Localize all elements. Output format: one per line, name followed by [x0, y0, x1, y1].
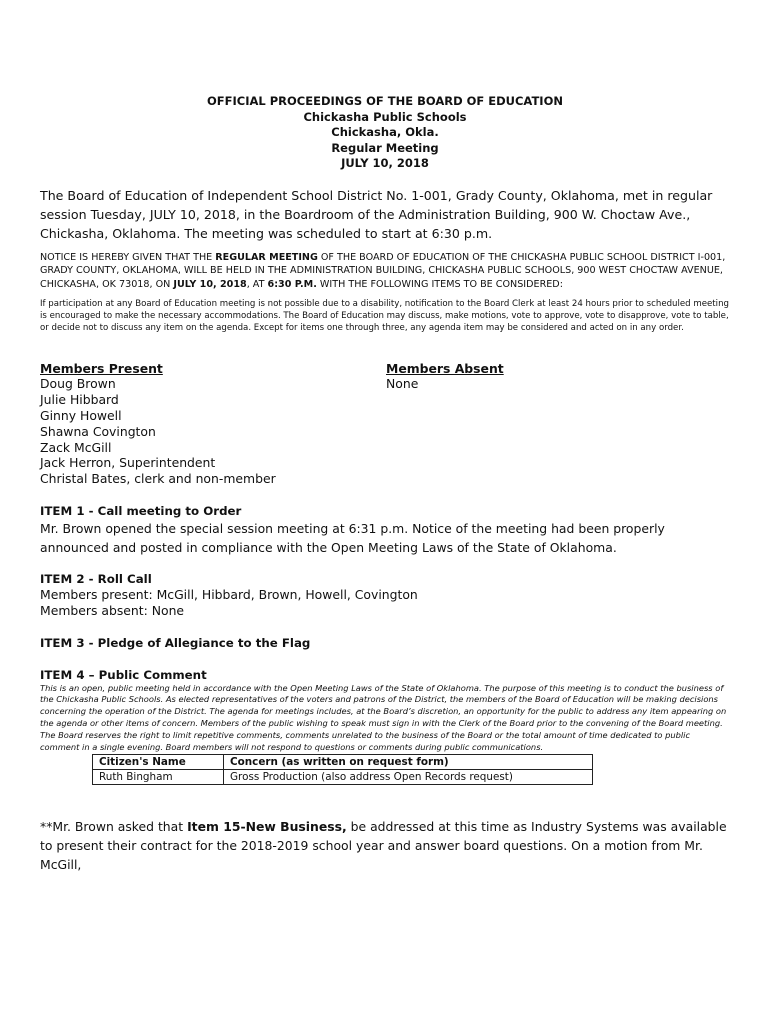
- closing-bold-item: Item 15-New Business,: [187, 819, 347, 835]
- item-1-body: Mr. Brown opened the special session meeting at 6:31 p.m. Notice of the meeting had been properly announced and posted in compliance with the Open Meeting Laws of the State of Oklahoma.: [40, 520, 665, 555]
- participation-paragraph: If participation at any Board of Education meeting is not possible due to a disability, notification to the Board Clerk at least 24 hours prior to scheduled meeting is encouraged to make the necessary accommodations. The Board of Education may discuss, make motions, vote to approve, vote to disapprove, vote to table, or decide not to discuss any item on the agenda. Except for items one through three, any agenda item may be considered and acted on in any order.: [40, 299, 729, 334]
- item-2-members-present: Members present: McGill, Hibbard, Brown, Howell, Covington: [40, 586, 418, 602]
- heading-meeting-type: Regular Meeting: [331, 140, 439, 155]
- members-present-title: Members Present: [40, 360, 163, 376]
- item-3-title: ITEM 3 - Pledge of Allegiance to the Flag: [40, 635, 311, 650]
- notice-text: , AT: [246, 278, 268, 290]
- document-page: [40, 94, 730, 874]
- member-name: Shawna Covington: [40, 423, 156, 439]
- member-name: Christal Bates, clerk and non-member: [40, 471, 276, 487]
- item-2-title: ITEM 2 - Roll Call: [40, 571, 152, 586]
- members-present-column: [40, 361, 386, 487]
- item-3: [40, 636, 730, 651]
- members-absent-column: [386, 361, 730, 487]
- intro-paragraph: The Board of Education of Independent School District No. 1-001, Grady County, Oklahoma, met in regular session Tuesday, JULY 10, 2018, in the Boardroom of the Administration Building, 900 W. Choctaw Ave., Chickasha, Oklahoma. The meeting was scheduled to start at 6:30 p.m.: [40, 187, 713, 241]
- member-name: None: [386, 376, 419, 392]
- citizen-name-cell: Ruth Bingham: [93, 770, 224, 785]
- notice-paragraph: [40, 251, 730, 292]
- member-name: Ginny Howell: [40, 408, 122, 423]
- item-4: [40, 668, 730, 785]
- item-2-members-absent: Members absent: None: [40, 602, 185, 618]
- notice-bold-time: 6:30 P.M.: [267, 278, 317, 290]
- closing-text: **Mr. Brown asked that: [40, 819, 188, 835]
- document-heading: [40, 94, 730, 172]
- member-name: Julie Hibbard: [40, 392, 119, 408]
- item-1-title: ITEM 1 - Call meeting to Order: [40, 503, 242, 518]
- notice-bold-meeting: REGULAR MEETING: [215, 251, 318, 263]
- column-header-citizen-name: Citizen's Name: [93, 755, 224, 770]
- closing-paragraph: [40, 817, 730, 874]
- table-header-row: [93, 755, 593, 770]
- member-name: Jack Herron, Superintendent: [40, 455, 216, 471]
- members-absent-title: Members Absent: [386, 360, 504, 376]
- public-comment-statement: This is an open, public meeting held in accordance with the Open Meeting Laws of the State of Oklahoma. The purpose of this meeting is to conduct the business of the Chickasha Public Schools. As elected representatives of the voters and patrons of the District, the members of the Board of Education will be making decisions concerning the operation of the District. The agenda for meetings includes, at the Board’s discretion, an opportunity for the public to address any item appearing on the agenda or other items of concern. Members of the public wishing to speak must sign in with the Clerk of the Board prior to the convening of the Board meeting. The Board reserves the right to limit repetitive comments, comments unrelated to the business of the Board or the total amount of time dedicated to public comment in a single evening. Board members will not respond to questions or comments during public communications.: [40, 682, 727, 753]
- closing-text: be addressed at this time as Industry Systems was available to present their contract for the 2018-2019 school year and answer board questions. On a motion from Mr. McGill,: [40, 819, 727, 873]
- concern-cell: Gross Production (also address Open Records request): [224, 770, 593, 785]
- citizen-comment-table: [92, 754, 593, 785]
- item-4-title: ITEM 4 – Public Comment: [40, 667, 207, 682]
- heading-city: Chickasha, Okla.: [331, 125, 439, 139]
- notice-text: NOTICE IS HEREBY GIVEN THAT THE: [40, 251, 216, 263]
- heading-school: Chickasha Public Schools: [303, 109, 467, 124]
- member-name: Doug Brown: [40, 376, 116, 392]
- notice-bold-date: JULY 10, 2018: [173, 278, 247, 290]
- item-2: [40, 572, 730, 619]
- table-row: [93, 770, 593, 785]
- member-name: Zack McGill: [40, 439, 112, 455]
- column-header-concern: Concern (as written on request form): [224, 755, 593, 770]
- notice-text: WITH THE FOLLOWING ITEMS TO BE CONSIDERED:: [316, 278, 563, 290]
- heading-date: JULY 10, 2018: [341, 156, 429, 170]
- item-1: [40, 504, 730, 557]
- members-section: [40, 361, 730, 487]
- heading-title: OFFICIAL PROCEEDINGS OF THE BOARD OF EDUCATION: [207, 94, 563, 108]
- notice-text: OF THE BOARD OF EDUCATION OF THE CHICKASHA PUBLIC SCHOOL DISTRICT I-001, GRADY COUNTY, OKLAHOMA, WILL BE HELD IN THE ADMINISTRATION BUILDING, CHICKASHA PUBLIC SCHOOLS, 900 WEST CHOCTAW AVENUE, CHICKASHA, OK 73018, ON: [40, 251, 726, 290]
